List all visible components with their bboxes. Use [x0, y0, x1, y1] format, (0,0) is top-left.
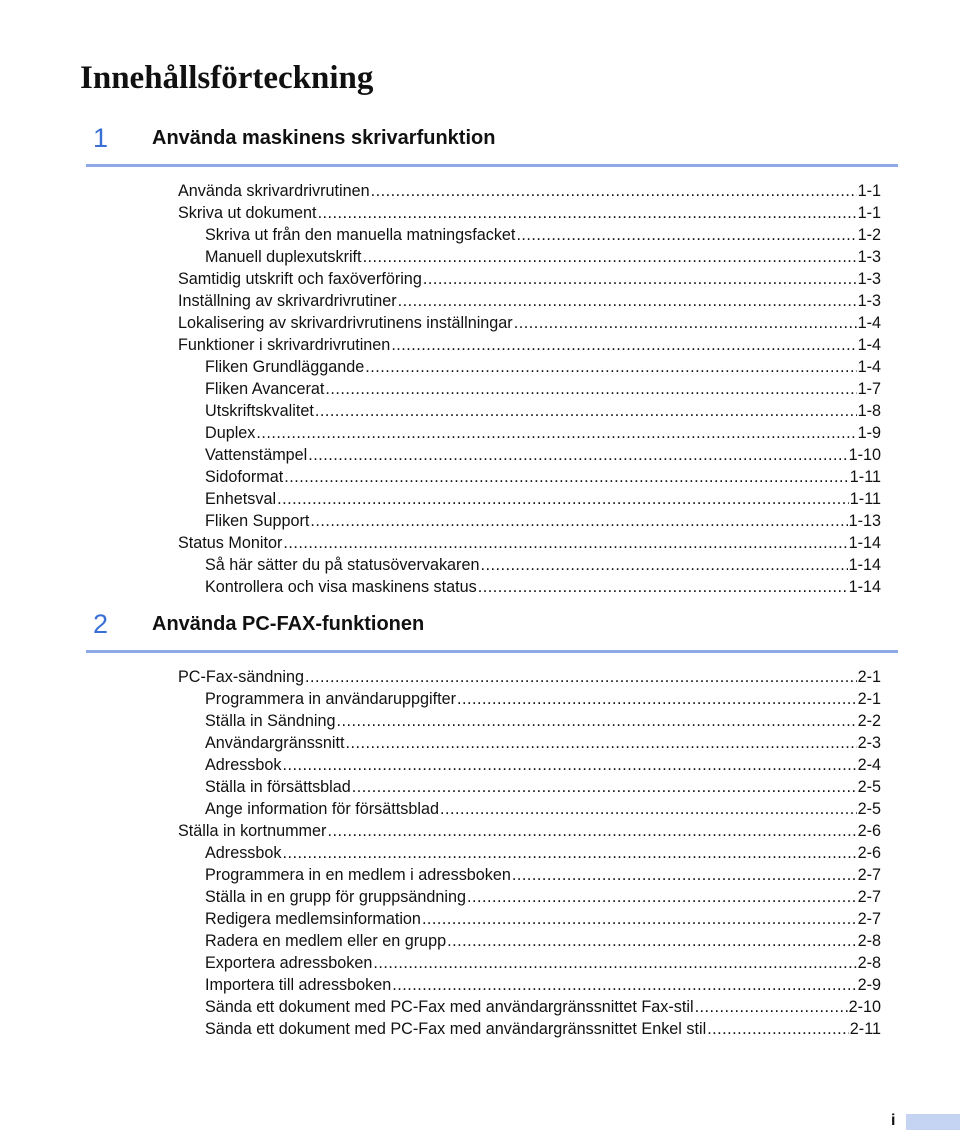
- toc-entry[interactable]: [205, 864, 881, 886]
- dot-leader: [371, 180, 857, 202]
- toc-entry[interactable]: [205, 400, 881, 422]
- chapter-divider: [86, 650, 898, 653]
- toc-entry-label: Utskriftskvalitet: [205, 402, 314, 420]
- toc-entry[interactable]: [205, 554, 881, 576]
- dot-leader: [308, 444, 847, 466]
- chapter-number: 2: [93, 609, 109, 639]
- dot-leader: [447, 930, 856, 952]
- toc-entry-label: Så här sätter du på statusövervakaren: [205, 556, 480, 574]
- dot-leader: [363, 246, 857, 268]
- toc-entry-label: Enhetsval: [205, 490, 277, 508]
- chapter-1: [0, 118, 960, 596]
- dot-leader: [480, 554, 847, 576]
- toc-entry-page: 2-10: [848, 998, 881, 1016]
- toc-entry-page: 2-7: [857, 866, 881, 884]
- dot-leader: [422, 908, 857, 930]
- toc-entry-page: 1-13: [848, 512, 881, 530]
- toc-entry-page: 2-9: [857, 976, 881, 994]
- toc-entry-page: 1-11: [849, 468, 881, 486]
- toc-entry-page: 1-10: [848, 446, 881, 464]
- dot-leader: [695, 996, 848, 1018]
- toc-entry-page: 1-3: [857, 248, 881, 266]
- chapter-title: Använda maskinens skrivarfunktion: [152, 127, 496, 149]
- toc-entry-page: 1-3: [857, 270, 881, 288]
- toc-entry[interactable]: [205, 488, 881, 510]
- toc-entry-label: Sända ett dokument med PC-Fax med användargränssnittet Enkel stil: [205, 1020, 707, 1038]
- toc-entry-page: 1-14: [848, 578, 881, 596]
- toc-entry[interactable]: [205, 732, 881, 754]
- toc-entry-page: 1-11: [849, 490, 881, 508]
- toc-entry[interactable]: [205, 974, 881, 996]
- toc-entry[interactable]: [205, 776, 881, 798]
- toc-entry-label: Manuell duplexutskrift: [205, 248, 362, 266]
- chapter-heading: [0, 118, 960, 158]
- toc-entry-label: Fliken Grundläggande: [205, 358, 365, 376]
- dot-leader: [256, 422, 856, 444]
- toc-entry-page: 1-9: [857, 424, 881, 442]
- toc-entry-page: 2-8: [857, 954, 881, 972]
- toc-entry-page: 2-5: [857, 800, 881, 818]
- toc-entry-page: 2-7: [857, 888, 881, 906]
- toc-entry[interactable]: [178, 666, 881, 688]
- toc-entry-label: Adressbok: [205, 844, 282, 862]
- toc-entry-label: Duplex: [205, 424, 256, 442]
- toc-entry-label: Status Monitor: [178, 534, 283, 552]
- dot-leader: [284, 466, 849, 488]
- toc-entry-page: 1-3: [857, 292, 881, 310]
- toc-entry-label: Sända ett dokument med PC-Fax med användargränssnittet Fax-stil: [205, 998, 694, 1016]
- toc-entry[interactable]: [205, 710, 881, 732]
- toc-entry[interactable]: [205, 224, 881, 246]
- toc-entry[interactable]: [178, 290, 881, 312]
- toc-entry[interactable]: [205, 688, 881, 710]
- dot-leader: [516, 224, 856, 246]
- toc-entry-label: Fliken Support: [205, 512, 310, 530]
- toc-entry-label: Skriva ut från den manuella matningsfacket: [205, 226, 516, 244]
- dot-leader: [365, 356, 856, 378]
- toc-entry-page: 2-3: [857, 734, 881, 752]
- toc-entry-page: 2-7: [857, 910, 881, 928]
- toc-entry-page: 1-7: [857, 380, 881, 398]
- dot-leader: [707, 1018, 849, 1040]
- chapter-heading: [0, 604, 960, 644]
- toc-entry[interactable]: [205, 356, 881, 378]
- dot-leader: [478, 576, 848, 598]
- toc-entry[interactable]: [205, 466, 881, 488]
- toc-entry[interactable]: [178, 180, 881, 202]
- chapter-title: Använda PC-FAX-funktionen: [152, 613, 425, 635]
- dot-leader: [282, 754, 856, 776]
- toc-entry[interactable]: [178, 202, 881, 224]
- toc-entry-page: 1-2: [857, 226, 881, 244]
- toc-entry-label: Använda skrivardrivrutinen: [178, 182, 370, 200]
- toc-entry-label: PC-Fax-sändning: [178, 668, 304, 686]
- toc-entry-label: Ange information för försättsblad: [205, 800, 439, 818]
- toc-entry-label: Ställa in Sändning: [205, 712, 336, 730]
- toc-entry[interactable]: [205, 246, 881, 268]
- toc-entry-page: 2-1: [857, 690, 881, 708]
- page-number: i: [891, 1112, 896, 1129]
- toc-entry[interactable]: [178, 334, 881, 356]
- toc-entry-page: 1-14: [848, 556, 881, 574]
- toc-entry[interactable]: [205, 798, 881, 820]
- toc-entry[interactable]: [205, 576, 881, 598]
- toc-entry-page: 2-6: [857, 844, 881, 862]
- toc-entry-page: 2-11: [849, 1020, 881, 1038]
- toc-entry-page: 1-8: [857, 402, 881, 420]
- toc-entry[interactable]: [205, 930, 881, 952]
- toc-entry-label: Programmera in användaruppgifter: [205, 690, 457, 708]
- toc-entry[interactable]: [205, 510, 881, 532]
- dot-leader: [352, 776, 857, 798]
- toc-entry-label: Lokalisering av skrivardrivrutinens inställningar: [178, 314, 513, 332]
- toc-entry-page: 1-1: [857, 182, 881, 200]
- toc-entry[interactable]: [205, 422, 881, 444]
- dot-leader: [398, 290, 857, 312]
- dot-leader: [277, 488, 849, 510]
- toc-entry-label: Vattenstämpel: [205, 446, 308, 464]
- dot-leader: [283, 532, 847, 554]
- toc-entry-page: 1-1: [857, 204, 881, 222]
- toc-entry[interactable]: [178, 312, 881, 334]
- dot-leader: [512, 864, 857, 886]
- toc-entry-page: 1-4: [857, 314, 881, 332]
- toc-entry-page: 2-5: [857, 778, 881, 796]
- toc-entry-label: Ställa in kortnummer: [178, 822, 327, 840]
- toc-entry-label: Ställa in en grupp för gruppsändning: [205, 888, 466, 906]
- dot-leader: [345, 732, 856, 754]
- toc-entry-page: 2-8: [857, 932, 881, 950]
- toc-entry-label: Importera till adressboken: [205, 976, 392, 994]
- dot-leader: [423, 268, 857, 290]
- chapter-2: [0, 604, 960, 1038]
- toc-entry-label: Användargränssnitt: [205, 734, 345, 752]
- chapter-divider: [86, 164, 898, 167]
- toc-entry[interactable]: [205, 996, 881, 1018]
- toc-entry-label: Adressbok: [205, 756, 282, 774]
- toc-entry[interactable]: [205, 444, 881, 466]
- dot-leader: [282, 842, 856, 864]
- toc-entry[interactable]: [205, 754, 881, 776]
- toc-entry[interactable]: [205, 842, 881, 864]
- toc-entry-page: 2-4: [857, 756, 881, 774]
- toc-entry[interactable]: [178, 532, 881, 554]
- dot-leader: [337, 710, 857, 732]
- document-title: Innehållsförteckning: [80, 60, 374, 96]
- toc-entry-page: 1-4: [857, 358, 881, 376]
- toc-entry-label: Redigera medlemsinformation: [205, 910, 421, 928]
- toc-entry[interactable]: [205, 378, 881, 400]
- dot-leader: [457, 688, 857, 710]
- dot-leader: [514, 312, 857, 334]
- toc-entry-label: Exportera adressboken: [205, 954, 373, 972]
- toc-entry[interactable]: [205, 886, 881, 908]
- toc-entry-label: Samtidig utskrift och faxöverföring: [178, 270, 422, 288]
- toc-entry-page: 1-14: [848, 534, 881, 552]
- toc-entry-label: Sidoformat: [205, 468, 284, 486]
- dot-leader: [310, 510, 847, 532]
- dot-leader: [325, 378, 856, 400]
- chapter-number: 1: [93, 123, 109, 153]
- dot-leader: [373, 952, 856, 974]
- toc-entry[interactable]: [178, 820, 881, 842]
- toc-entry[interactable]: [178, 268, 881, 290]
- toc-entry-page: 2-1: [857, 668, 881, 686]
- dot-leader: [327, 820, 856, 842]
- toc-entry-label: Inställning av skrivardrivrutiner: [178, 292, 397, 310]
- toc-entry[interactable]: [205, 1018, 881, 1040]
- toc-entry-label: Programmera in en medlem i adressboken: [205, 866, 511, 884]
- dot-leader: [315, 400, 857, 422]
- toc-entry-page: 2-6: [857, 822, 881, 840]
- dot-leader: [440, 798, 857, 820]
- toc-entry-label: Radera en medlem eller en grupp: [205, 932, 447, 950]
- toc-entry-label: Ställa in försättsblad: [205, 778, 351, 796]
- page-tab-marker: [906, 1114, 960, 1130]
- toc-entry[interactable]: [205, 952, 881, 974]
- dot-leader: [467, 886, 857, 908]
- toc-entry-page: 2-2: [857, 712, 881, 730]
- toc-entry-label: Kontrollera och visa maskinens status: [205, 578, 477, 596]
- toc-entry-label: Fliken Avancerat: [205, 380, 325, 398]
- toc-entry[interactable]: [205, 908, 881, 930]
- dot-leader: [391, 334, 856, 356]
- toc-entry-label: Funktioner i skrivardrivrutinen: [178, 336, 391, 354]
- dot-leader: [392, 974, 856, 996]
- toc-entry-label: Skriva ut dokument: [178, 204, 317, 222]
- dot-leader: [305, 666, 857, 688]
- toc-entry-page: 1-4: [857, 336, 881, 354]
- dot-leader: [318, 202, 857, 224]
